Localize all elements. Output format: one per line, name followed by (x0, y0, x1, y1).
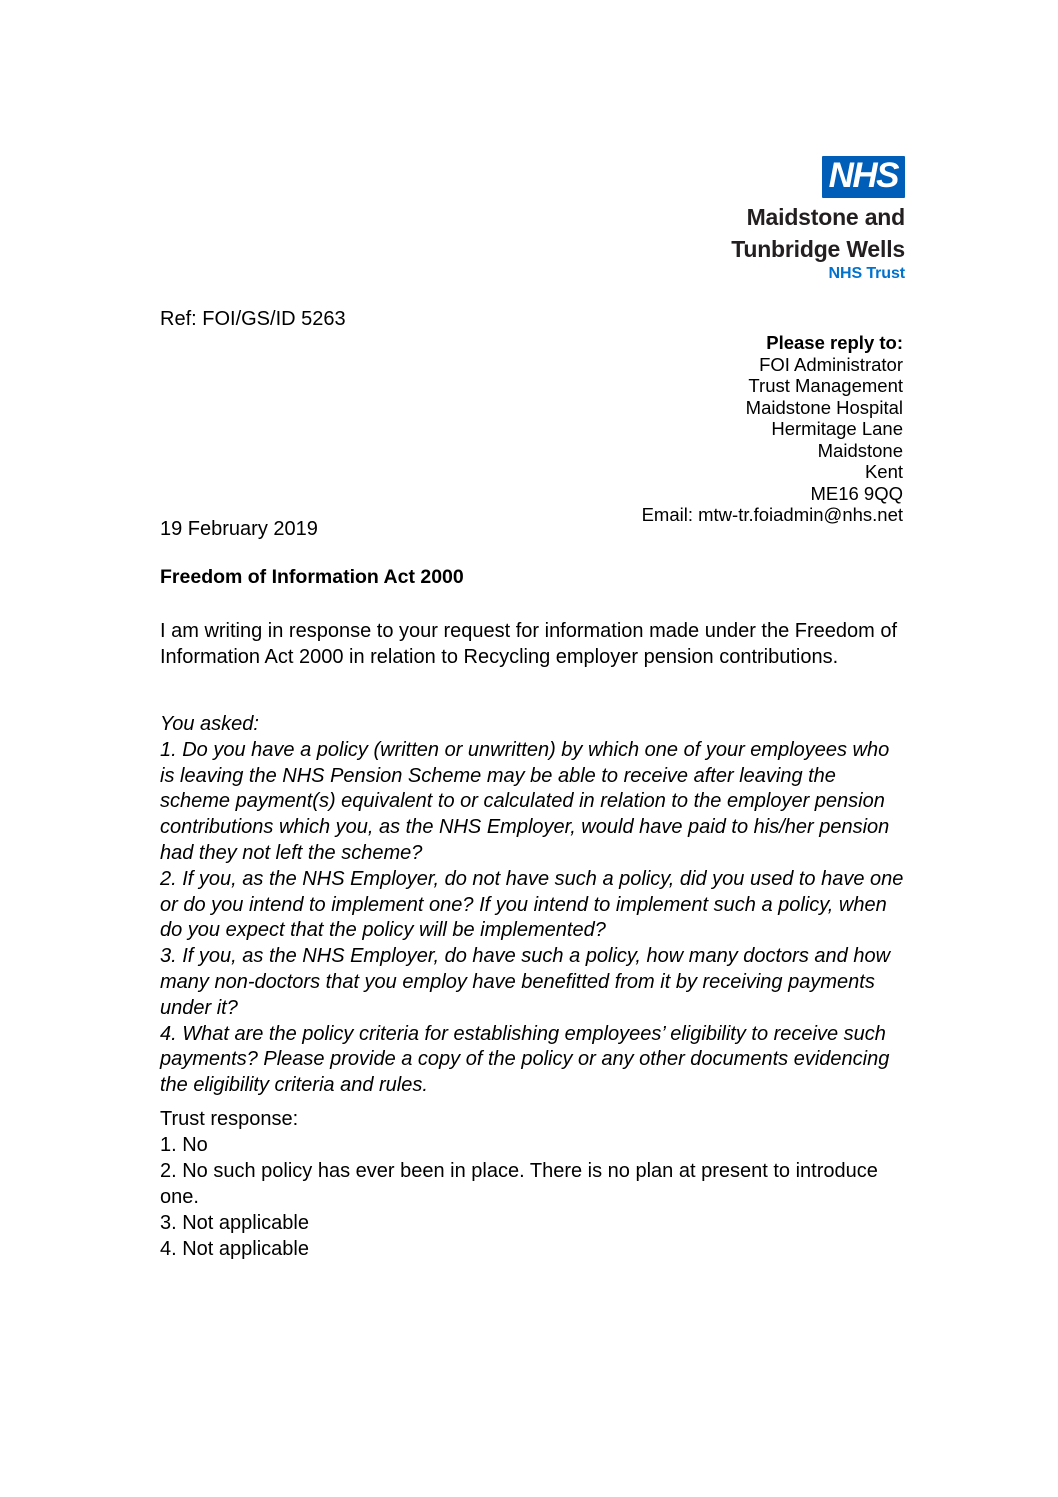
trust-subtitle: NHS Trust (828, 265, 905, 282)
answer-item: 1. No (160, 1134, 208, 1156)
reply-to-line: Maidstone (817, 439, 903, 461)
you-asked-section (160, 712, 908, 1099)
trust-name-line-1: Maidstone and (746, 204, 905, 230)
reference-line: Ref: FOI/GS/ID 5263 (160, 308, 346, 330)
trust-name-line-2: Tunbridge Wells (731, 236, 905, 262)
answer-item: 4. Not applicable (160, 1238, 309, 1260)
reply-to-line: Hermitage Lane (771, 418, 903, 439)
answer-item: 3. Not applicable (160, 1212, 309, 1234)
question-item: 2. If you, as the NHS Employer, do not have such a policy, did you used to have one or do you intend to implement one? If you intend to implement such a policy, when do you expect that the policy will be implemented? (160, 867, 904, 942)
you-asked-heading: You asked: (160, 713, 259, 735)
intro-paragraph: I am writing in response to your request for information made under the Freedom of Information Act 2000 in relation to Recycling employer pension contributions. (160, 620, 898, 668)
reply-to-line: FOI Administrator (759, 353, 903, 375)
reply-to-line: Maidstone Hospital (745, 396, 903, 418)
reply-to-line: ME16 9QQ (810, 482, 903, 504)
letter-subject-heading: Freedom of Information Act 2000 (160, 566, 464, 588)
reply-to-email-line: Email: mtw-tr.foiadmin@nhs.net (641, 504, 903, 525)
reply-to-heading: Please reply to: (766, 332, 903, 353)
letter-date: 19 February 2019 (160, 518, 318, 540)
question-item: 3. If you, as the NHS Employer, do have such a policy, how many doctors and how many non-doctors that you employ have benefitted from it by receiving payments under it? (160, 945, 891, 1019)
trust-response-heading: Trust response: (160, 1108, 299, 1130)
nhs-trust-logo (660, 156, 905, 283)
reply-to-line: Trust Management (748, 375, 903, 396)
answer-item: 2. No such policy has ever been in place. There is no plan at present to introduce one. (160, 1160, 878, 1208)
trust-response-section (160, 1106, 908, 1262)
reply-to-address (503, 332, 903, 526)
reply-to-line: Kent (864, 461, 903, 482)
question-item: 1. Do you have a policy (written or unwritten) by which one of your employees who is leaving the NHS Pension Scheme may be able to receive after leaving the scheme payment(s) equivalent to or calculated in relation to the employer pension contributions which you, as the NHS Employer, would have paid to his/her pension had they not left the scheme? (160, 738, 890, 864)
nhs-logo-icon: NHS (822, 156, 905, 198)
question-item: 4. What are the policy criteria for establishing employees’ eligibility to receive such payments? Please provide a copy of the policy or any other documents evidencing the eligibility criteria and rules. (160, 1022, 890, 1097)
